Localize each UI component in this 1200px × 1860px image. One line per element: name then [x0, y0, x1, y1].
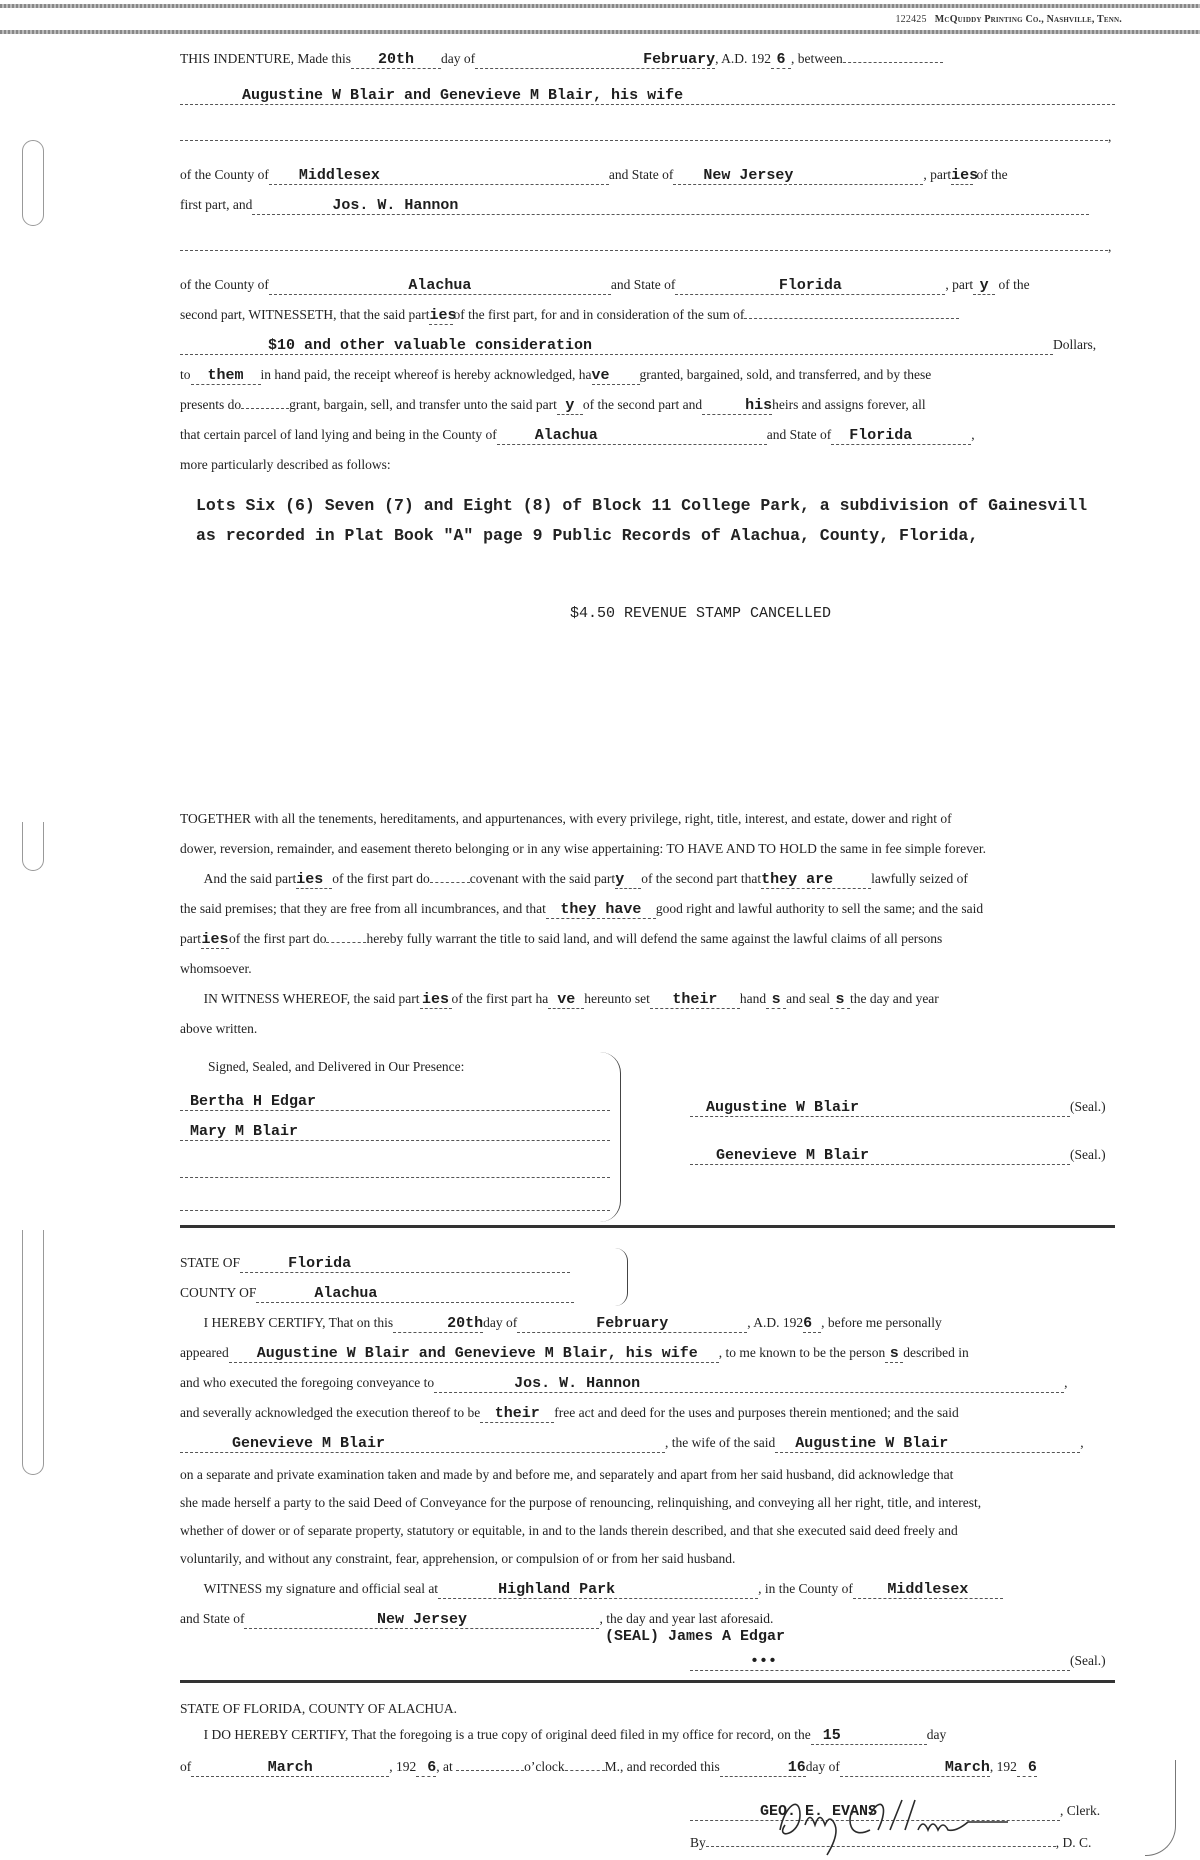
label: , in the County of — [758, 1581, 853, 1596]
label: STATE OF FLORIDA, COUNTY OF ALACHUA. — [180, 1701, 458, 1716]
parcel-state-field: Florida — [831, 428, 971, 445]
label: granted, bargained, sold, and transferred, and by these — [639, 367, 932, 382]
part-suffix: ies — [951, 167, 979, 184]
appeared-names-field: Augustine W Blair and Genevieve M Blair, his wife — [229, 1346, 719, 1363]
label: TOGETHER with all the tenements, hereditaments, and appurtenances, with every privilege, right, title, interest, and estate, dower and right of — [180, 811, 952, 826]
separate-line-3 — [180, 1522, 1115, 1540]
seal-suffix: s — [830, 992, 850, 1009]
label: presents do — [180, 397, 242, 412]
label: , A.D. 192 — [747, 1315, 804, 1330]
label: and State of — [180, 1611, 245, 1626]
part-suffix: ies — [420, 992, 452, 1009]
year-field: 6 — [771, 52, 791, 69]
label: of the first part ha — [451, 991, 549, 1006]
paid-line — [180, 366, 1115, 385]
blank — [843, 62, 943, 63]
label: , between — [791, 51, 843, 66]
label: , at — [436, 1759, 453, 1774]
label: By — [690, 1835, 706, 1850]
label: hand — [739, 991, 767, 1006]
blank — [326, 942, 366, 943]
section-divider — [180, 1225, 1115, 1228]
filed-month-field: March — [191, 1760, 389, 1777]
notary-state-field: New Jersey — [244, 1612, 599, 1629]
wife-name-field: Genevieve M Blair — [180, 1436, 665, 1453]
blank — [744, 318, 959, 319]
ack-their-field: their — [480, 1406, 554, 1423]
label: WITNESS my signature and official seal at — [203, 1581, 439, 1596]
recording-date-line — [180, 1758, 1115, 1777]
label: whomsoever. — [180, 961, 252, 976]
part-suffix: ies — [429, 307, 457, 324]
label: covenant with the said part — [469, 871, 616, 886]
label: she made herself a party to the said Deed of Conveyance for the purpose of renouncing, relinquishing, and conveying all her right, title, and interest, — [180, 1495, 982, 1510]
blank — [241, 408, 289, 409]
label: the said premises; that they are free from all incumbrances, and that — [180, 901, 546, 916]
blank-line: , — [180, 238, 1115, 256]
label: THIS INDENTURE, Made this — [180, 51, 351, 66]
blank — [456, 1770, 524, 1771]
clerk-name-field: GEO. E. EVANS — [690, 1804, 1060, 1821]
together-line-1 — [180, 810, 1115, 828]
recorded-month-field: March — [840, 1760, 990, 1777]
ack-grantee-field: Jos. W. Hannon — [434, 1376, 1064, 1393]
paid-to-field: them — [191, 368, 261, 385]
witness-whereof-line — [180, 990, 1115, 1009]
label: And the said part — [203, 871, 297, 886]
grantors-line — [180, 86, 1115, 105]
label: more particularly described as follows: — [180, 457, 391, 472]
label: , 192 — [389, 1759, 417, 1774]
label: heirs and assigns forever, all — [772, 397, 926, 412]
blank — [180, 250, 1108, 251]
they-have-field: they have — [546, 902, 656, 919]
label: and State of — [610, 277, 676, 292]
their-field: their — [650, 992, 740, 1009]
label: part — [180, 931, 201, 946]
part-suffix: ies — [296, 872, 332, 889]
grantors-field: Augustine W Blair and Genevieve M Blair, his wife — [180, 88, 1115, 105]
parcel-county-field: Alachua — [497, 428, 767, 445]
more-particularly-line — [180, 456, 1115, 474]
label: of the County of — [180, 167, 269, 182]
label: o’clock — [524, 1759, 565, 1774]
consideration-line — [180, 336, 1115, 355]
blank — [565, 1770, 605, 1771]
label: , the wife of the said — [665, 1435, 776, 1450]
recording-certify-line — [180, 1726, 1115, 1745]
witness-signature — [180, 1210, 610, 1211]
label: day of — [440, 51, 476, 66]
label: day of — [483, 1315, 518, 1330]
filed-day-field: 15 — [811, 1728, 927, 1745]
label: day of — [805, 1759, 840, 1774]
label: of the — [976, 167, 1008, 182]
signed-sealed-label — [208, 1058, 608, 1076]
legal-description-line-2: as recorded in Plat Book "A" page 9 Public Records of Alachua, County, Florida, — [196, 526, 979, 545]
grantor-county-field: Middlesex — [269, 168, 609, 185]
label: to — [180, 367, 191, 382]
grantor-signature: Augustine W Blair — [690, 1100, 1070, 1117]
printer-imprint — [895, 14, 1122, 25]
binder-hole-icon — [22, 140, 44, 226]
label: hereunto set — [584, 991, 650, 1006]
label: IN WITNESS WHEREOF, the said part — [203, 991, 420, 1006]
label: , part — [945, 277, 974, 292]
certify-line — [180, 1314, 1115, 1333]
blank — [180, 140, 1108, 141]
label: dower, reversion, remainder, and easement thereto belonging or in any wise appertaining: TO HAVE AND TO HOLD the same in fee simple forever. — [180, 841, 986, 856]
form-number: 122425 — [895, 14, 927, 25]
label: first part, and — [180, 197, 253, 212]
separate-line-4 — [180, 1550, 1115, 1568]
they-are-field: they are — [761, 872, 871, 889]
label: lawfully seized of — [871, 871, 968, 886]
grantor-county-line — [180, 166, 1115, 185]
hand-suffix: s — [766, 992, 786, 1009]
label: , 192 — [989, 1759, 1017, 1774]
label: , before me personally — [821, 1315, 942, 1330]
witness-line-4 — [180, 1198, 610, 1216]
have-suffix: ve — [592, 368, 640, 385]
label: the day and year — [849, 991, 939, 1006]
label: good right and lawful authority to sell the same; and the said — [655, 901, 984, 916]
have-suffix: ve — [548, 992, 584, 1009]
ack-state-field: Florida — [240, 1256, 570, 1273]
part-suffix: y — [973, 278, 995, 295]
label: of the first part do — [229, 931, 327, 946]
husband-name-field: Augustine W Blair — [775, 1436, 1080, 1453]
witnesseth-line — [180, 306, 1115, 325]
brace-icon — [615, 1248, 628, 1306]
witness-signature: Bertha H Edgar — [180, 1094, 610, 1111]
label: of the first part, for and in consideration of the sum of — [453, 307, 745, 322]
grantor-state-field: New Jersey — [673, 168, 923, 185]
grantee-field: Jos. W. Hannon — [252, 198, 1089, 215]
ack-county-field: Alachua — [256, 1286, 574, 1303]
label: Signed, Sealed, and Delivered in Our Presence: — [208, 1059, 465, 1074]
label: , part — [923, 167, 952, 182]
label: day — [926, 1727, 947, 1742]
label: , Clerk. — [1060, 1803, 1101, 1818]
person-suffix: s — [885, 1346, 903, 1363]
label: COUNTY OF — [180, 1285, 257, 1300]
whomsoever-line — [180, 960, 1115, 978]
executed-line: and who executed the foregoing conveyance to Jos. W. Hannon , — [180, 1375, 1068, 1392]
grantee-county-field: Alachua — [269, 278, 611, 295]
label: of the — [998, 277, 1030, 292]
label: of the second part that — [641, 871, 762, 886]
premises-line — [180, 900, 1115, 919]
label: , to me known to be the person — [718, 1345, 886, 1360]
label: Dollars, — [1053, 337, 1097, 352]
witness-line-2 — [180, 1122, 610, 1141]
label: second part, WITNESSETH, that the said part — [180, 307, 430, 322]
label: of — [180, 1759, 192, 1774]
grantor-signature: Genevieve M Blair — [690, 1148, 1070, 1165]
severally-line — [180, 1404, 1115, 1423]
notary-seal-line — [690, 1652, 1115, 1671]
warrant-line — [180, 930, 1115, 949]
witness-line-3 — [180, 1165, 610, 1183]
label: and State of — [766, 427, 832, 442]
label: grant, bargain, sell, and transfer unto the said part — [289, 397, 557, 412]
above-written-line — [180, 1020, 1115, 1038]
binder-hole-icon — [22, 822, 44, 871]
wife-line: Genevieve M Blair , the wife of the said Augustine W Blair , — [180, 1434, 1115, 1453]
label: appeared — [180, 1345, 229, 1360]
notary-mark: ••• — [690, 1654, 1070, 1671]
blank-line: , — [180, 128, 1115, 146]
part-suffix: y — [557, 398, 583, 415]
recorded-day-field: 16 — [720, 1760, 806, 1777]
notary-seal-signature: (SEAL) James A Edgar — [605, 1628, 786, 1645]
label: and State of — [608, 167, 674, 182]
label: and severally acknowledged the execution thereof to be — [180, 1405, 481, 1420]
label: voluntarily, and without any constraint, fear, apprehension, or compulsion of or from her said husband. — [180, 1551, 736, 1566]
label: described in — [903, 1345, 969, 1360]
label: I HEREBY CERTIFY, That on this — [203, 1315, 394, 1330]
binder-hole-icon — [22, 1230, 44, 1475]
label: above written. — [180, 1021, 258, 1036]
label: and who executed the foregoing conveyance to — [180, 1375, 435, 1390]
ack-day-field: 20th — [393, 1316, 483, 1333]
label: I DO HEREBY CERTIFY, That the foregoing is a true copy of original deed filed in my office for record, on the — [203, 1727, 811, 1742]
appeared-line — [180, 1344, 1115, 1363]
grantee-state-field: Florida — [675, 278, 945, 295]
witness-line-1 — [180, 1092, 610, 1111]
ack-month-field: February — [517, 1316, 747, 1333]
label: and seal — [786, 991, 830, 1006]
grantee-line — [180, 196, 1115, 215]
page-fold — [1145, 1760, 1176, 1856]
legal-description-line-1: Lots Six (6) Seven (7) and Eight (8) of Block 11 College Park, a subdivision of Gainesvill — [196, 496, 1088, 515]
label: free act and deed for the uses and purposes therein mentioned; and the said — [554, 1405, 959, 1420]
label: in hand paid, the receipt whereof is hereby acknowledged, ha — [260, 367, 592, 382]
day-field: 20th — [351, 52, 441, 69]
notary-county-field: Middlesex — [853, 1582, 1003, 1599]
deputy-clerk-signature — [760, 1785, 1040, 1860]
recorded-year-field: 6 — [1017, 1760, 1037, 1777]
printer-name: McQuiddy Printing Co., Nashville, Tenn. — [934, 14, 1122, 25]
indenture-line-1 — [180, 50, 1115, 69]
notary-state-line — [180, 1610, 1115, 1629]
part-suffix: ies — [201, 931, 229, 948]
witness-signature: Mary M Blair — [180, 1124, 610, 1141]
label: hereby fully warrant the title to said land, and will defend the same against the lawful claims of all persons — [366, 931, 943, 946]
blank — [430, 882, 470, 883]
label: whether of dower or of separate property, statutory or equitable, in and to the lands therein described, and that she executed said deed freely and — [180, 1523, 958, 1538]
covenant-line — [180, 870, 1115, 889]
notary-place-field: Highland Park — [438, 1582, 758, 1599]
grantor-sig-1 — [690, 1098, 1115, 1117]
consideration-field: $10 and other valuable consideration — [180, 338, 1053, 355]
label: STATE OF — [180, 1255, 241, 1270]
label: on a separate and private examination taken and made by and before me, and separately and apart from her said husband, did acknowledge that — [180, 1467, 954, 1482]
separate-line-2 — [180, 1494, 1115, 1512]
grantor-sig-2 — [690, 1146, 1115, 1165]
witness-sig-line — [180, 1580, 1115, 1599]
filed-year-field: 6 — [416, 1760, 436, 1777]
month-field: February — [475, 52, 715, 69]
seal-label: (Seal.) — [1070, 1147, 1106, 1162]
label: of the first part do — [332, 871, 430, 886]
grantee-county-line — [180, 276, 1115, 295]
heirs-pronoun-field: his — [702, 398, 772, 415]
label: M., and recorded this — [604, 1759, 720, 1774]
together-line-2 — [180, 840, 1115, 858]
revenue-stamp-note: $4.50 REVENUE STAMP CANCELLED — [570, 605, 832, 622]
separate-line-1 — [180, 1466, 1115, 1484]
label: that certain parcel of land lying and being in the County of — [180, 427, 497, 442]
ack-county-line — [180, 1284, 620, 1303]
label: , A.D. 192 — [715, 51, 771, 66]
ack-state-line — [180, 1254, 620, 1273]
label: , the day and year last aforesaid. — [599, 1611, 774, 1626]
brace-icon — [600, 1052, 621, 1222]
recording-heading — [180, 1700, 1115, 1718]
label: , D. C. — [1055, 1835, 1092, 1850]
seal-label: (Seal.) — [1070, 1099, 1106, 1114]
part-suffix: y — [615, 872, 641, 889]
header-rule-bottom — [0, 30, 1200, 34]
witness-signature — [180, 1177, 610, 1178]
label: of the second part and — [582, 397, 703, 412]
presents-line — [180, 396, 1115, 415]
ack-year-field: 6 — [803, 1316, 821, 1333]
header-rule-top — [0, 4, 1200, 8]
section-divider — [180, 1680, 1115, 1683]
seal-label: (Seal.) — [1070, 1653, 1106, 1668]
label: of the County of — [180, 277, 269, 292]
parcel-line: that certain parcel of land lying and being in the County of Alachua and State of Florida , — [180, 427, 975, 444]
